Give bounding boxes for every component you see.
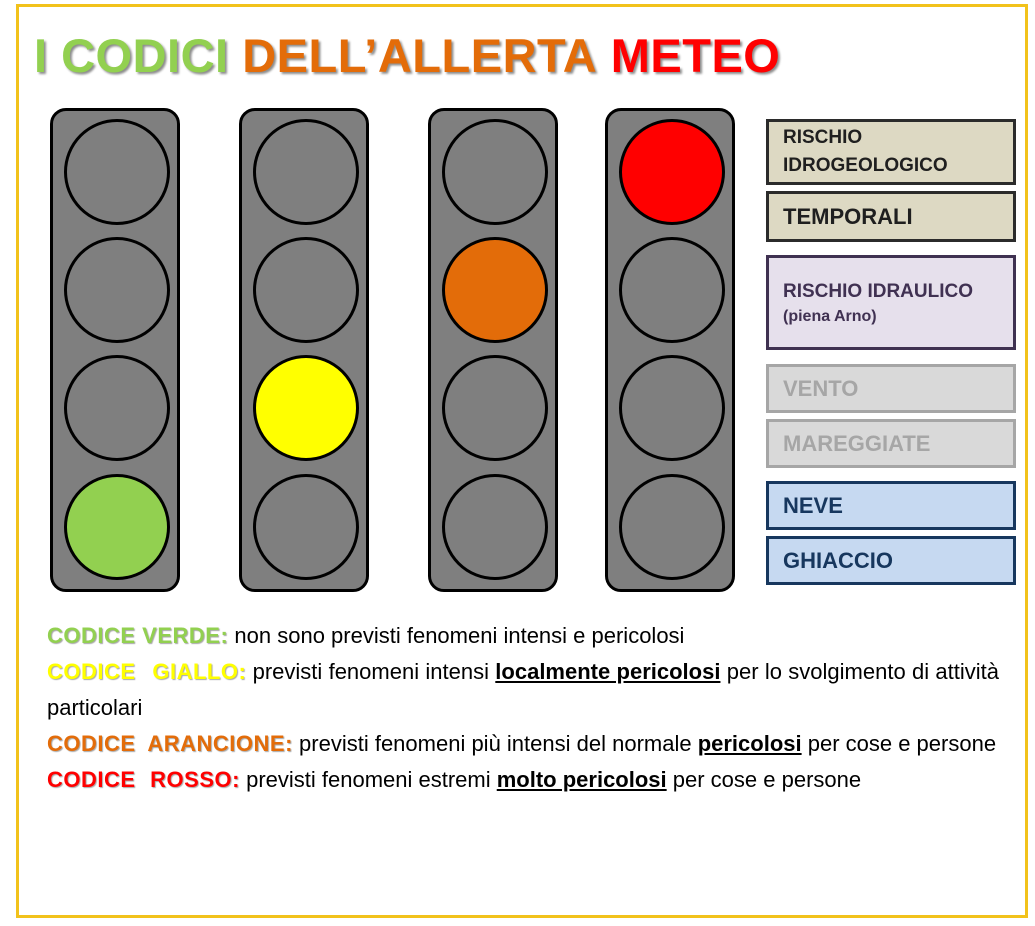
- code-giallo-emphasis: localmente pericolosi: [495, 659, 721, 684]
- lamp-green-lit: [64, 474, 170, 580]
- tag-label: RISCHIO IDROGEOLOGICO: [783, 127, 948, 176]
- code-rosso-text: previsti fenomeni estremi: [239, 767, 497, 792]
- code-giallo-text-end: per lo svolgimento di attività particolari: [47, 659, 999, 720]
- tag-label: RISCHIO IDRAULICO: [783, 280, 973, 302]
- lamp: [253, 237, 359, 343]
- lamp: [64, 355, 170, 461]
- lamp: [253, 119, 359, 225]
- lamp-red-lit: [619, 119, 725, 225]
- legend: [47, 618, 999, 798]
- tag-label: VENTO: [783, 376, 859, 401]
- lamp-yellow-lit: [253, 355, 359, 461]
- title-part-red: METEO: [610, 29, 781, 82]
- traffic-light-verde: [50, 108, 180, 592]
- title-part-green: I CODICI: [34, 29, 229, 82]
- page-title: [34, 26, 780, 86]
- code-rosso-text-end: per cose e persone: [666, 767, 862, 792]
- legend-row-verde: [47, 618, 999, 654]
- tag-vento: [766, 364, 1016, 413]
- lamp-orange-lit: [442, 237, 548, 343]
- tag-label: NEVE: [783, 493, 843, 518]
- lamp: [442, 119, 548, 225]
- tag-rischio-idrogeologico: [766, 119, 1016, 185]
- legend-row-arancione: [47, 726, 999, 762]
- tag-ghiaccio: [766, 536, 1016, 585]
- tag-label: TEMPORALI: [783, 204, 913, 229]
- tag-label: MAREGGIATE: [783, 431, 931, 456]
- code-arancione-text: previsti fenomeni più intensi del normale: [292, 731, 698, 756]
- lamp: [619, 355, 725, 461]
- tag-temporali: [766, 191, 1016, 242]
- traffic-light-giallo: [239, 108, 369, 592]
- code-verde-text: non sono previsti fenomeni intensi e pericolosi: [228, 623, 685, 648]
- tag-mareggiate: [766, 419, 1016, 468]
- code-arancione-label: CODICE ARANCIONE:: [47, 731, 293, 756]
- legend-row-giallo: [47, 654, 999, 726]
- title-part-orange: DELL’ALLERTA: [242, 29, 598, 82]
- code-giallo-label: CODICE GIALLO:: [47, 659, 247, 684]
- code-giallo-text: previsti fenomeni intensi: [246, 659, 496, 684]
- traffic-light-rosso: [605, 108, 735, 592]
- traffic-light-arancione: [428, 108, 558, 592]
- lamp: [442, 474, 548, 580]
- code-rosso-label: CODICE ROSSO:: [47, 767, 240, 792]
- lamp: [253, 474, 359, 580]
- lamp: [619, 474, 725, 580]
- code-arancione-text-end: per cose e persone: [801, 731, 997, 756]
- tag-sublabel: (piena Arno): [783, 307, 877, 325]
- tag-rischio-idraulico: [766, 255, 1016, 350]
- code-verde-label: CODICE VERDE:: [47, 623, 229, 648]
- code-rosso-emphasis: molto pericolosi: [496, 767, 667, 792]
- lamp: [64, 119, 170, 225]
- lamp: [442, 355, 548, 461]
- code-arancione-emphasis: pericolosi: [697, 731, 802, 756]
- legend-row-rosso: [47, 762, 999, 798]
- lamp: [64, 237, 170, 343]
- tag-neve: [766, 481, 1016, 530]
- tag-label: GHIACCIO: [783, 548, 893, 573]
- lamp: [619, 237, 725, 343]
